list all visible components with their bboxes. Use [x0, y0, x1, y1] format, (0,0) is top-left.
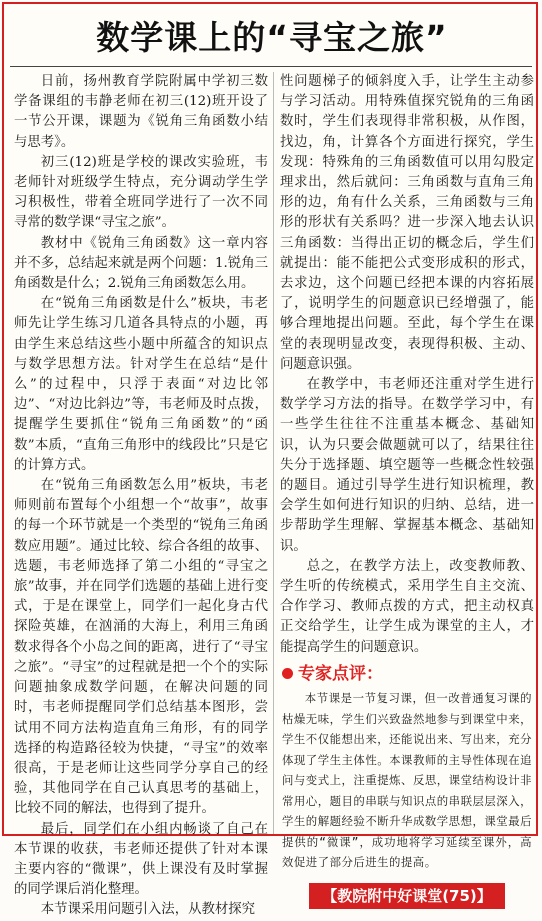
- paragraph: 总之，在教学方法上，改变教师教、学生听的传统模式，采用学生自主交流、合作学习、教师点拨的方式，把主动权真正交给学生，让学生成为课堂的主人，才能提高学生的问题意识。: [280, 558, 534, 655]
- paragraph: 本节课采用问题引入法，从教材探究: [40, 902, 256, 918]
- paragraph: 在“锐角三角函数怎么用”板块，韦老师则前布置每个小组想一个“故事”，故事的每一个环节就是一个类型的“锐角三角函数应用题”。通过比较、综合各组的故事、选题，韦老师选择了第二小组的“寻宝之旅”故事，并在同学们选题的基础上进行变式，于是在课堂上，同学们一起化身古代探险英雄，在汹涌的大海上，利用三角函数求得各个小岛之间的距离，进行了“寻宝之旅”。“寻宝”的过程就是把一个个的实际问题抽象成数学问题，在解决问题的同时，韦老师提醒同学们总结基本图形，尝试用不同方法构造直角三角形，有的同学选择的构造路径较为快捷，“寻宝”的效率很高，于是老师让这些同学分享自己的经验，其他同学在自己认真思考的基础上，比较不同的解法，也得到了提升。: [14, 478, 268, 817]
- article-title: 数学课上的“寻宝之旅”: [96, 18, 448, 57]
- expert-comment-text: 本节课是一节复习课，但一改普通复习课的枯燥无味，学生们兴致盎然地参与到课堂中来，学生不仅能想出来，还能说出来、写出来，充分体现了学生主体性。本课教师的主导性体现在追问与变式上，注重提炼、反思，课堂结构设计非常用心，题目的串联与知识点的串联层层深入，学生的解题经验不断升华成数学思想，课堂最后提供的“微课”，成功地将学习延续至课外，高效促进了部分后进生的提高。: [282, 691, 532, 870]
- right-column: [280, 72, 534, 909]
- paragraph: 在教学中，韦老师还注重对学生进行数学学习方法的指导。在数学学习中，有一些学生往往不注重基本概念、基础知识，认为只要会做题就可以了，结果往往失分于选择题、填空题等一些概念性较强的题目。通过引导学生进行知识梳理，教会学生如何进行知识的归纳、总结，进一步帮助学生理解、掌握基本概念、基础知识。: [280, 377, 534, 554]
- title-divider: [10, 66, 532, 67]
- column-tag: 【教院附中好课堂(75)】: [309, 883, 505, 909]
- column-divider: [273, 72, 274, 834]
- expert-heading-label: 专家点评：: [298, 663, 383, 684]
- expert-comment-heading: [280, 664, 534, 684]
- paragraph: 性问题梯子的倾斜度入手，让学生主动参与学习活动。用特殊值探究锐角的三角函数时，学生们表现得非常积极，从作图，找边，角，计算各个方面进行探究，学生发现：特殊角的三角函数值可以用勾股定理求出，然后就问：三角函数与直角三角形的边，角有什么关系，三角函数与三角形的形状有关系吗？进一步深入地去认识三角函数：当得出正切的概念后，学生们就提出：能不能把公式变形成积的形式，去求边，这个问题已经把本课的内容拓展了，说明学生的问题意识已经增强了，能够合理地提出问题。至此，每个学生在课堂的表现明显改变，表现得积极、主动、问题意识强。: [280, 74, 534, 372]
- paragraph: 最后，同学们在小组内畅谈了自己在本节课的收获，韦老师还提供了针对本课主要内容的“微课”，供上课没有及时掌握的同学课后消化整理。: [14, 821, 268, 898]
- bullet-dot-icon: [282, 668, 293, 679]
- paragraph: 初三(12)班是学校的课改实验班，韦老师针对班级学生特点，充分调动学生学习积极性，带着全班同学进行了一次不同寻常的数学课“寻宝之旅”。: [14, 154, 268, 231]
- paragraph: 日前，扬州教育学院附属中学初三数学备课组的韦静老师在初三(12)班开设了一节公开课，课题为《锐角三角函数小结与思考》。: [14, 74, 268, 150]
- article-frame: [2, 2, 538, 918]
- paragraph: 在“锐角三角函数是什么”板块，韦老师先让学生练习几道各具特点的小题，再由学生来总结这些小题中所蕴含的知识点与数学思想方法。针对学生在总结“是什么”的过程中，只浮于表面“对边比邻边”、“对边比斜边”等，韦老师及时点拨，提醒学生要抓住“锐角三角函数”的“函数”本质，“直角三角形中的线段比”只是它的计算方式。: [14, 296, 268, 473]
- left-column: [14, 72, 268, 918]
- expert-comment: [280, 688, 534, 873]
- paragraph: 教材中《锐角三角函数》这一章内容并不多，总结起来就是两个问题：1.锐角三角函数是什么；2.锐角三角函数怎么用。: [14, 235, 268, 292]
